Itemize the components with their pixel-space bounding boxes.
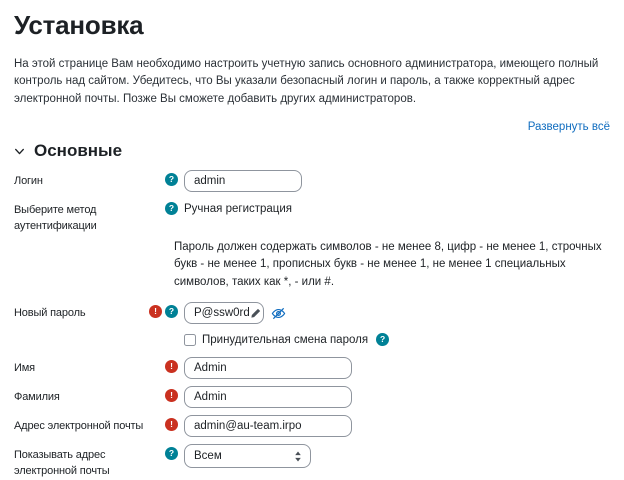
login-icons [148, 170, 184, 186]
first-name-icons [148, 357, 184, 373]
login-label: Логин [14, 174, 43, 187]
first-name-control [184, 357, 352, 379]
force-change-spacer2 [148, 330, 184, 333]
up-down-arrows-icon [294, 451, 302, 462]
form-row-new-password [14, 302, 612, 324]
intro-text: На этой странице Вам необходимо настроить учетную запись основного администратора, имеющего полный контроль над сайтом. Убедитесь, что Вы указали безопасный логин и пароль, а также корректный адрес электронной почты. Позже Вы сможете добавить других администраторов. [14, 58, 599, 105]
page-title: Установка [14, 10, 144, 40]
auth-method-label: Выберите метод аутентификации [14, 203, 97, 232]
email-visibility-value: Всем [194, 450, 222, 463]
help-icon[interactable]: ? [165, 202, 178, 215]
new-password-input[interactable] [184, 302, 264, 324]
pencil-icon[interactable] [250, 308, 261, 319]
email-visibility-label: Показывать адрес электронной почты [14, 449, 110, 477]
unmask-password-eye-icon[interactable] [271, 306, 286, 321]
first-name-label: Имя [14, 362, 35, 375]
required-icon: ! [165, 418, 178, 431]
help-icon[interactable]: ? [165, 447, 178, 460]
email-control [184, 415, 352, 437]
new-password-icons [148, 302, 184, 318]
form-row-email [14, 415, 612, 437]
email-icons [148, 415, 184, 431]
required-icon: ! [149, 305, 162, 318]
password-policy-hint: Пароль должен содержать символов - не менее 8, цифр - не менее 1, строчных букв - не менее 1, прописных букв - не менее 1, не менее 1 специальных символов, таких как *, - или #. [174, 240, 602, 289]
last-name-label: Фамилия [14, 391, 60, 404]
form-row-force-change [14, 330, 612, 346]
login-control [184, 170, 302, 192]
help-icon[interactable]: ? [165, 173, 178, 186]
auth-method-value: Ручная регистрация [184, 202, 293, 215]
expand-all-row [14, 121, 612, 133]
help-icon[interactable]: ? [376, 333, 389, 346]
expand-all-link[interactable]: Развернуть всё [527, 120, 610, 133]
last-name-icons [148, 386, 184, 402]
force-password-change-label[interactable]: Принудительная смена пароля [202, 333, 369, 346]
new-password-label: Новый пароль [14, 307, 86, 320]
last-name-input[interactable] [184, 386, 352, 408]
force-change-control [184, 330, 389, 346]
force-password-change-checkbox[interactable] [184, 334, 196, 346]
form-row-auth-method [14, 199, 612, 235]
email-visibility-icons [148, 444, 184, 460]
email-visibility-select[interactable] [184, 444, 311, 468]
last-name-control [184, 386, 352, 408]
new-password-control [184, 302, 286, 324]
first-name-input[interactable] [184, 357, 352, 379]
auth-method-icons [148, 199, 184, 215]
password-hint-spacer2 [138, 239, 174, 242]
form-row-login [14, 170, 612, 192]
admin-account-form [14, 170, 612, 480]
chevron-down-icon[interactable] [14, 146, 25, 157]
section-header-general[interactable] [14, 141, 612, 161]
force-change-spacer [14, 330, 148, 334]
password-hint-spacer [14, 239, 138, 243]
required-icon: ! [165, 360, 178, 373]
required-icon: ! [165, 389, 178, 402]
form-row-password-hint [14, 239, 612, 292]
form-row-first-name [14, 357, 612, 379]
new-password-value: P@ssw0rd [194, 307, 250, 320]
help-icon[interactable]: ? [165, 305, 178, 318]
email-input[interactable] [184, 415, 352, 437]
email-visibility-control [184, 444, 311, 468]
form-row-email-visibility [14, 444, 612, 480]
form-row-last-name [14, 386, 612, 408]
login-input[interactable] [184, 170, 302, 192]
email-label: Адрес электронной почты [14, 420, 144, 433]
section-title: Основные [34, 140, 123, 160]
